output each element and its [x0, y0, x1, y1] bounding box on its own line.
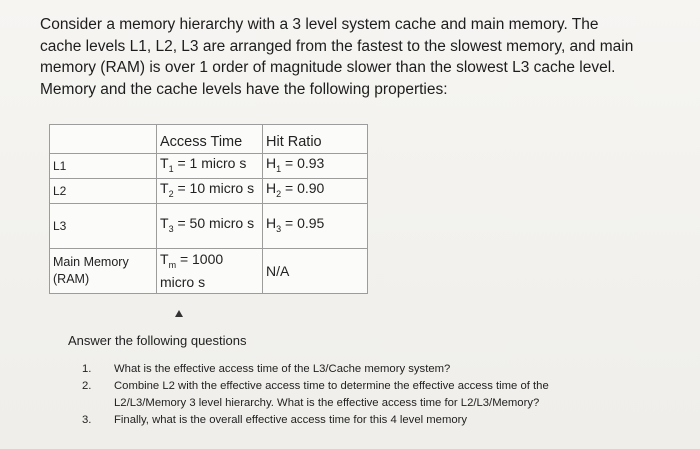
hit-ratio-cell: N/A — [263, 249, 368, 294]
intro-paragraph: Consider a memory hierarchy with a 3 level system cache and main memory. The cache levels L1, L2, L3 are arranged from the fastest to the slowest memory, and main memory (RAM) is over 1 order of magnitude slower than the slowest L3 cache level. Memory and the cache levels have the following properties: — [40, 16, 634, 98]
hit-ratio-cell: $H_3 = 0.95$ — [263, 204, 368, 249]
header-cell-hit-ratio: Hit Ratio — [263, 125, 368, 154]
list-item: 1. What is the effective access time of the L3/Cache memory system? — [82, 363, 451, 375]
question-list — [82, 361, 568, 429]
hit-ratio-cell: $H_2 = 0.90$ — [263, 179, 368, 204]
header-cell-access-time: Access Time — [157, 125, 263, 154]
level-name-cell: L2 — [50, 179, 157, 204]
table-row — [50, 204, 368, 249]
header-cell-name — [50, 125, 157, 154]
access-time-cell: $T_1 = 1$ micro s — [157, 154, 263, 179]
memory-properties-table — [49, 124, 368, 294]
list-item: 2. Combine L2 with the effective access time to determine the effective access time of the L2/L3/Memory 3 level hierarchy. What is the effective access time for L2/L3/Memory? — [82, 380, 549, 409]
level-name-cell: L3 — [50, 204, 157, 249]
pointer-arrow-icon — [175, 310, 183, 317]
table-header-row — [50, 125, 368, 154]
table-row — [50, 154, 368, 179]
access-time-cell: $T_2 = 10$ micro s — [157, 179, 263, 204]
table-row — [50, 179, 368, 204]
list-item: 3. Finally, what is the overall effective access time for this 4 level memory — [82, 414, 468, 426]
answer-heading: Answer the following questions — [68, 333, 247, 348]
hit-ratio-cell: $H_1 = 0.93$ — [263, 154, 368, 179]
level-name-cell: L1 — [50, 154, 157, 179]
access-time-cell: $T_m = 1000$ micro s — [157, 249, 263, 294]
table-row — [50, 249, 368, 294]
access-time-cell: $T_3 = 50$ micro s — [157, 204, 263, 249]
level-name-cell: Main Memory (RAM) — [50, 249, 157, 294]
